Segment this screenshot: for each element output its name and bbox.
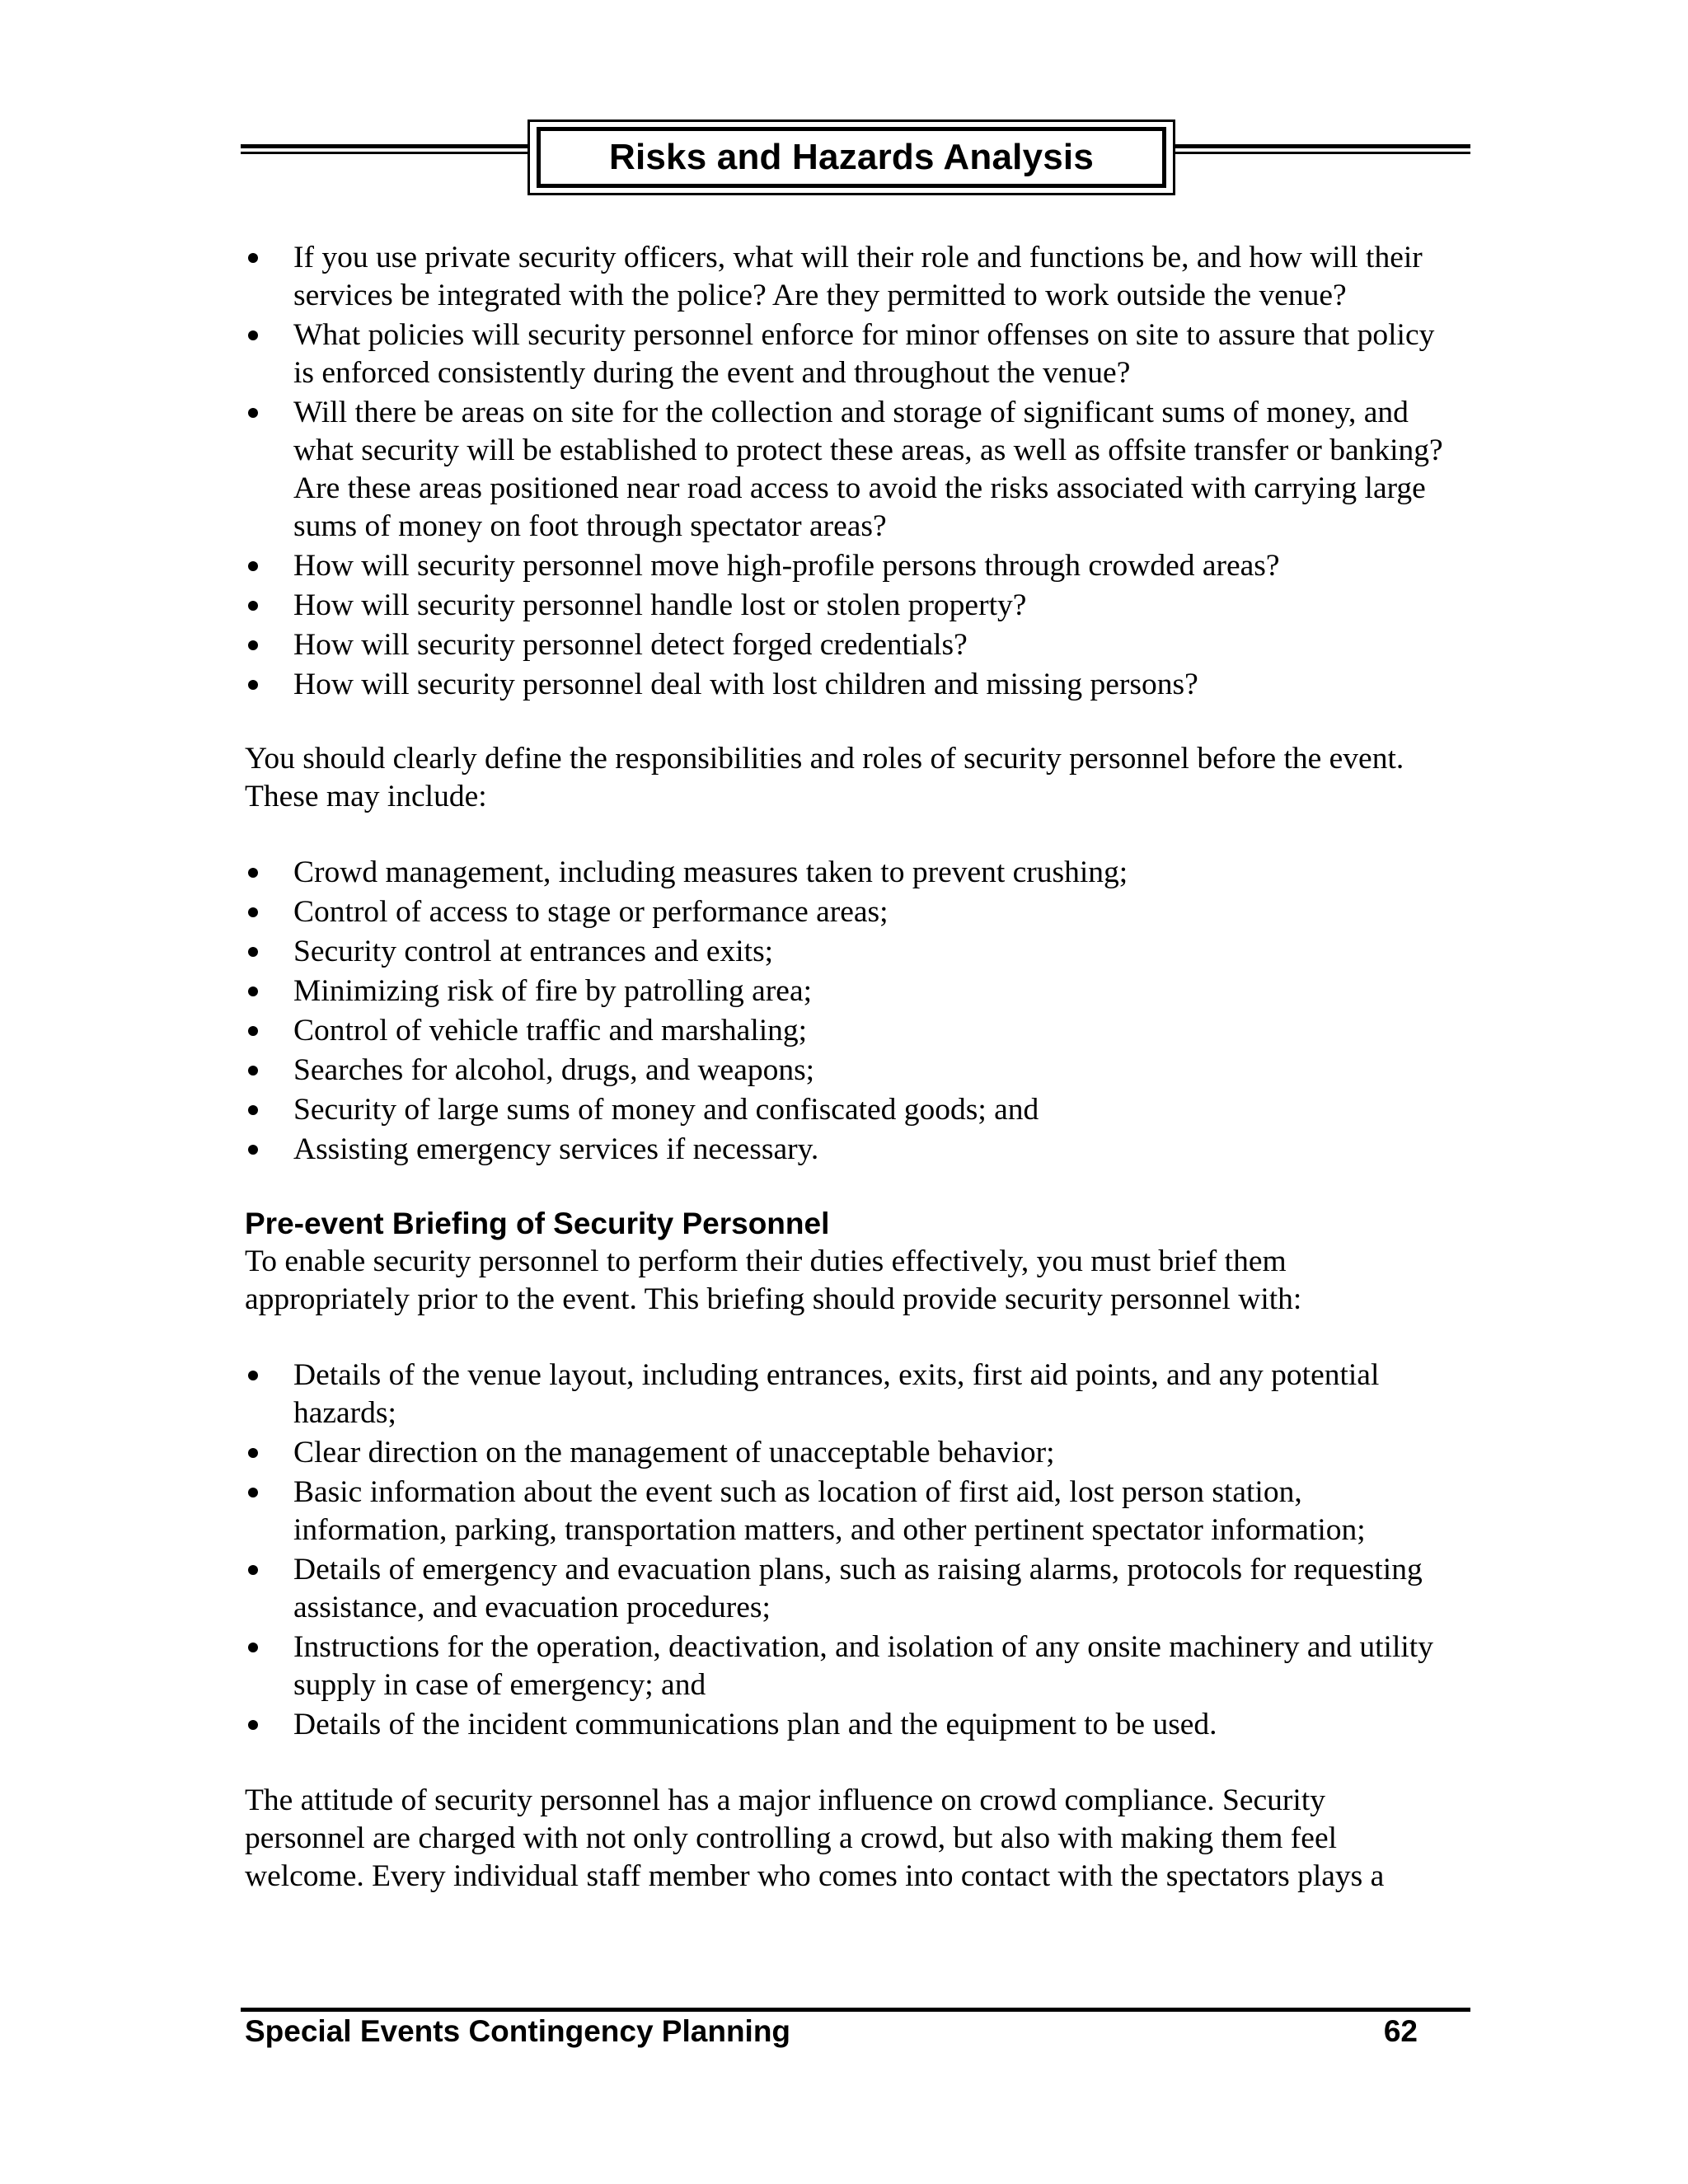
list-item (245, 587, 1448, 625)
header-title-inner-box (537, 127, 1166, 188)
list-item (245, 666, 1448, 704)
bullet-icon (248, 947, 258, 957)
list-item (245, 854, 1448, 892)
list-item (245, 1052, 1448, 1090)
list-item (245, 972, 1448, 1010)
list-item-text: How will security personnel move high-profile persons through crowded areas? (293, 549, 1280, 583)
list-item (245, 1012, 1448, 1050)
bullet-icon (248, 601, 258, 611)
list-item-text: Control of vehicle traffic and marshaling; (293, 1014, 808, 1047)
list-item-text: Details of emergency and evacuation plans, such as raising alarms, protocols for requesting assistance, and evacuation procedures; (293, 1553, 1423, 1624)
list-item (245, 1551, 1448, 1627)
bullet-icon (248, 1371, 258, 1380)
bullet-icon (248, 330, 258, 340)
list-item-text: Basic information about the event such as location of first aid, lost person station, information, parking, transportation matters, and other pertinent spectator information; (293, 1475, 1366, 1547)
bullet-icon (248, 408, 258, 418)
list-item (245, 1131, 1448, 1169)
bullet-icon (248, 1643, 258, 1652)
bullet-icon (248, 640, 258, 650)
page-number: 62 (1383, 2014, 1418, 2048)
list-item (245, 626, 1448, 664)
roles-paragraph: You should clearly define the responsibilities and roles of security personnel before the event. These may include: (245, 742, 1404, 813)
list-item (245, 316, 1448, 392)
list-item-text: Details of the venue layout, including entrances, exits, first aid points, and any potential hazards; (293, 1358, 1380, 1430)
list-item (245, 1474, 1448, 1549)
list-item (245, 893, 1448, 931)
bullet-icon (248, 1565, 258, 1575)
header-rule-left (241, 144, 529, 148)
bullet-icon (248, 907, 258, 917)
header-rule-right-thin (1174, 152, 1470, 154)
list-item-text: How will security personnel deal with lost children and missing persons? (293, 668, 1198, 701)
list-item (245, 1434, 1448, 1472)
list-item-text: If you use private security officers, what will their role and functions be, and how will their services be integrated with the police? Are they permitted to work outside the venue? (293, 241, 1423, 312)
bullet-icon (248, 561, 258, 571)
security-roles-list (245, 854, 1448, 1169)
main-content (245, 239, 1448, 1896)
list-item-text: What policies will security personnel enforce for minor offenses on site to assure that policy is enforced consistently during the event and throughout the venue? (293, 318, 1435, 390)
list-item-text: Clear direction on the management of unacceptable behavior; (293, 1436, 1055, 1469)
header-rule-left-thin (241, 152, 529, 154)
list-item (245, 394, 1448, 546)
bullet-icon (248, 253, 258, 263)
section-heading: Pre-event Briefing of Security Personnel (245, 1207, 830, 1240)
security-questions-list (245, 239, 1448, 704)
list-item-text: How will security personnel detect forged credentials? (293, 628, 968, 662)
list-item-text: Security of large sums of money and confiscated goods; and (293, 1093, 1039, 1127)
list-item-text: Crowd management, including measures taken to prevent crushing; (293, 855, 1128, 889)
bullet-icon (248, 868, 258, 878)
bullet-icon (248, 1720, 258, 1730)
list-item-text: How will security personnel handle lost or stolen property? (293, 588, 1027, 622)
list-item (245, 1091, 1448, 1129)
bullet-icon (248, 1105, 258, 1115)
list-item-text: Control of access to stage or performance areas; (293, 895, 889, 929)
bullet-icon (248, 1448, 258, 1458)
list-item (245, 933, 1448, 971)
footer-title: Special Events Contingency Planning (245, 2014, 791, 2048)
header-rule-right (1174, 144, 1470, 148)
list-item (245, 1357, 1448, 1432)
briefing-intro-paragraph: To enable security personnel to perform their duties effectively, you must brief them appropriately prior to the event. This briefing should provide security personnel with: (245, 1244, 1302, 1316)
list-item-text: Minimizing risk of fire by patrolling area; (293, 974, 813, 1008)
list-item (245, 547, 1448, 585)
footer-rule (241, 2008, 1470, 2012)
bullet-icon (248, 1488, 258, 1497)
page-title: Risks and Hazards Analysis (608, 137, 1095, 177)
list-item (245, 1629, 1448, 1704)
list-item (245, 1706, 1448, 1744)
bullet-icon (248, 1145, 258, 1155)
list-item-text: Instructions for the operation, deactivation, and isolation of any onsite machinery and utility supply in case of emergency; and (293, 1630, 1433, 1702)
bullet-icon (248, 1026, 258, 1036)
bullet-icon (248, 680, 258, 690)
list-item-text: Security control at entrances and exits; (293, 935, 774, 968)
bullet-icon (248, 1066, 258, 1076)
bullet-icon (248, 987, 258, 996)
list-item (245, 239, 1448, 315)
list-item-text: Details of the incident communications plan and the equipment to be used. (293, 1708, 1217, 1741)
list-item-text: Will there be areas on site for the collection and storage of significant sums of money, and what security will be established to protect these areas, as well as offsite transfer or banking? Are these areas positioned near road access to avoid the risks associated with carrying large sums of money on foot through spectator areas? (293, 396, 1443, 543)
attitude-paragraph: The attitude of security personnel has a major influence on crowd compliance. Security personnel are charged with not only controlling a crowd, but also with making them feel welcome. Every individual staff member who comes into contact with the spectators plays a (245, 1783, 1385, 1893)
header-title-box (528, 120, 1175, 195)
briefing-items-list (245, 1357, 1448, 1744)
list-item-text: Assisting emergency services if necessary. (293, 1132, 819, 1166)
list-item-text: Searches for alcohol, drugs, and weapons; (293, 1053, 815, 1087)
